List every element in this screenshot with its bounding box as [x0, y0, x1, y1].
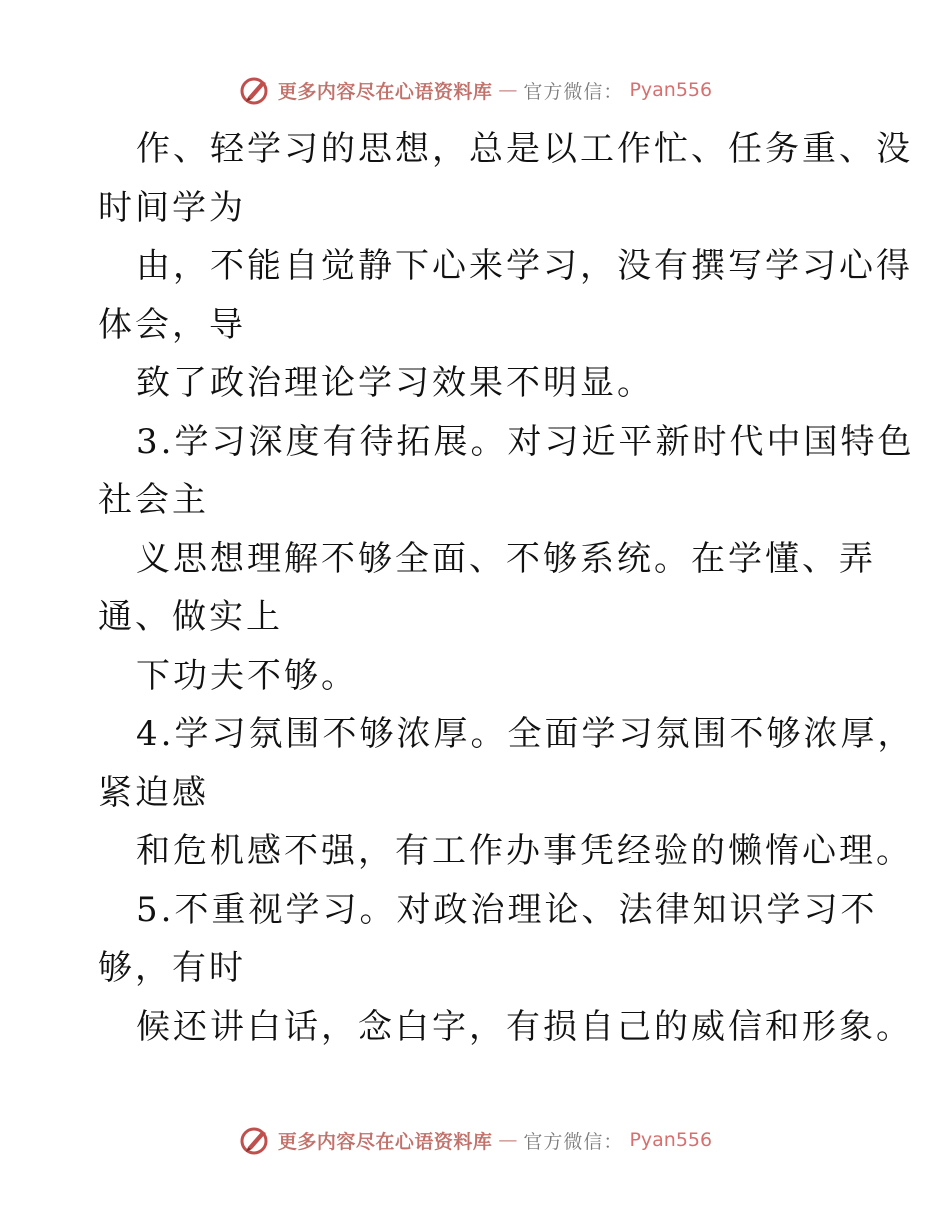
- footer-wechat-label: 官方微信：: [523, 1130, 624, 1153]
- header-wechat-label: 官方微信：: [523, 80, 624, 103]
- body-line: 下功夫不够。: [136, 655, 358, 696]
- body-line: 4.学习氛围不够浓厚。全面学习氛围不够浓厚，: [136, 714, 915, 754]
- body-line: 时间学为: [98, 187, 246, 228]
- header-dash: —: [498, 79, 518, 101]
- body-line: 社会主: [98, 480, 209, 520]
- body-line: 作、轻学习的思想，总是以工作忙、任务重、没: [136, 129, 913, 169]
- body-line: 够，有时: [98, 948, 246, 988]
- pen-logo-icon: [238, 1123, 272, 1157]
- body-line: 紧迫感: [98, 772, 209, 813]
- body-line: 和危机感不强，有工作办事凭经验的懒惰心理。: [136, 831, 913, 871]
- header-wechat-id: Pyan556: [629, 79, 713, 101]
- header-banner: [0, 70, 950, 110]
- body-line: 通、做实上: [98, 597, 283, 637]
- body-line: 体会，导: [98, 304, 246, 345]
- body-line: 候还讲白话，念白字，有损自己的威信和形象。: [136, 1006, 913, 1047]
- body-line: 5.不重视学习。对政治理论、法律知识学习不: [136, 889, 878, 930]
- footer-banner: [0, 1120, 950, 1160]
- body-line: 由，不能自觉静下心来学习，没有撰写学习心得: [136, 246, 913, 286]
- footer-wechat-id: Pyan556: [629, 1129, 713, 1151]
- body-line: 致了政治理论学习效果不明显。: [136, 363, 654, 403]
- header-site-text: 更多内容尽在心语资料库: [277, 80, 493, 103]
- footer-site-text: 更多内容尽在心语资料库: [277, 1130, 493, 1153]
- pen-logo-icon: [238, 73, 272, 107]
- body-line: 3.学习深度有待拓展。对习近平新时代中国特色: [136, 421, 915, 462]
- body-line: 义思想理解不够全面、不够系统。在学懂、弄: [136, 538, 876, 579]
- footer-dash: —: [498, 1129, 518, 1151]
- document-body: [98, 120, 915, 1056]
